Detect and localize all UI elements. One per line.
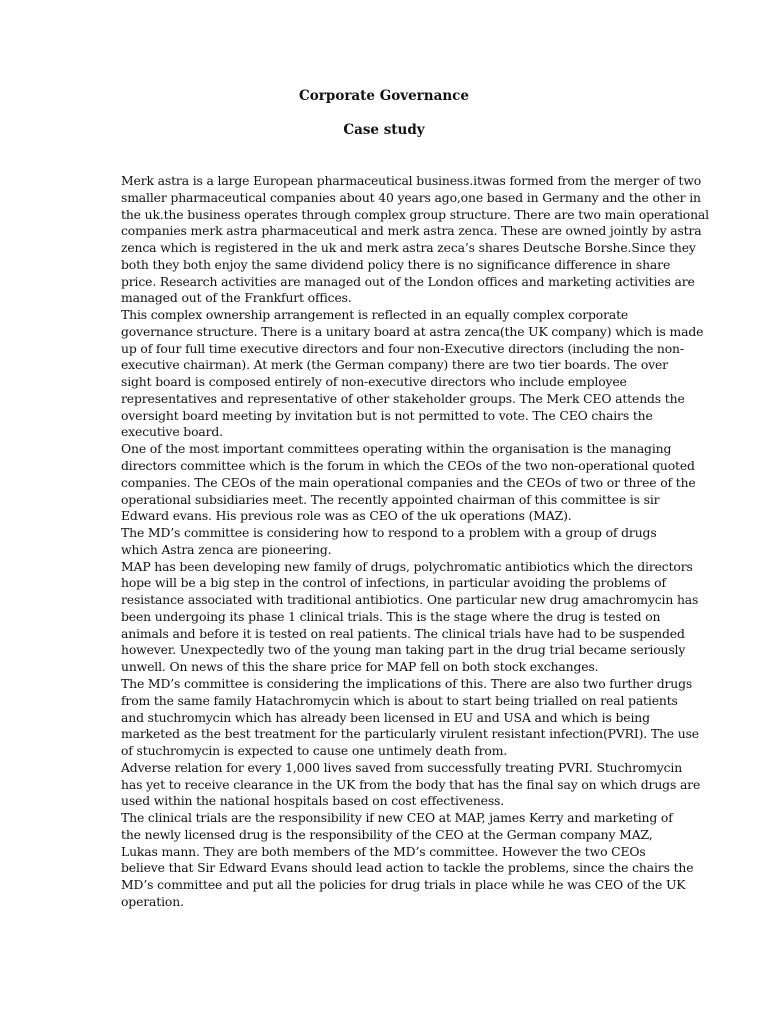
body-text-line: has yet to receive clearance in the UK from the body that has the final say on which drugs are	[121, 776, 701, 792]
body-text-line: The MD’s committee is considering how to respond to a problem with a group of drugs	[121, 525, 657, 541]
body-text-line: The clinical trials are the responsibility if new CEO at MAP, james Kerry and marketing of	[121, 810, 673, 826]
body-text-line: marketed as the best treatment for the particularly virulent resistant infection(PVRI). The use	[121, 726, 699, 742]
body-text-line: representatives and representative of other stakeholder groups. The Merk CEO attends the	[121, 390, 685, 406]
body-text-line: however. Unexpectedly two of the young man taking part in the drug trial became seriously	[121, 642, 686, 658]
body-text-line: oversight board meeting by invitation but is not permitted to vote. The CEO chairs the	[121, 407, 653, 423]
body-text-line: smaller pharmaceutical companies about 40 years ago,one based in Germany and the other in	[121, 189, 701, 205]
body-text-line: sight board is composed entirely of non-executive directors who include employee	[121, 374, 627, 390]
body-text-line: governance structure. There is a unitary board at astra zenca(the UK company) which is made	[121, 323, 704, 339]
document-body	[121, 173, 709, 911]
document-title: Corporate Governance	[299, 88, 469, 104]
body-text-line: animals and before it is tested on real patients. The clinical trials have had to be suspended	[121, 625, 685, 641]
body-text-line: companies. The CEOs of the main operational companies and the CEOs of two or three of the	[121, 474, 696, 490]
body-text-line: operation.	[121, 893, 184, 909]
body-text-line: believe that Sir Edward Evans should lead action to tackle the problems, since the chairs the	[121, 860, 694, 876]
body-text-line: zenca which is registered in the uk and merk astra zeca’s shares Deutsche Borshe.Since they	[121, 240, 696, 256]
body-text-line: the uk.the business operates through complex group structure. There are two main operational	[121, 206, 709, 222]
body-text-line: operational subsidiaries meet. The recently appointed chairman of this committee is sir	[121, 491, 660, 507]
body-text-line: price. Research activities are managed out of the London offices and marketing activities are	[121, 273, 695, 289]
body-text-line: resistance associated with traditional antibiotics. One particular new drug amachromycin has	[121, 592, 699, 608]
body-text-line: Lukas mann. They are both members of the MD’s committee. However the two CEOs	[121, 843, 646, 859]
body-text-line: directors committee which is the forum in which the CEOs of the two non-operational quoted	[121, 458, 695, 474]
body-text-line: of stuchromycin is expected to cause one untimely death from.	[121, 743, 508, 759]
body-text-line: This complex ownership arrangement is reflected in an equally complex corporate	[121, 307, 629, 323]
body-text-line: which Astra zenca are pioneering.	[121, 541, 332, 557]
body-text-line: executive board.	[121, 424, 223, 440]
body-text-line: companies merk astra pharmaceutical and merk astra zenca. These are owned jointly by astra	[121, 223, 702, 239]
body-text-line: managed out of the Frankfurt offices.	[121, 290, 352, 306]
body-text-line: Merk astra is a large European pharmaceutical business.itwas formed from the merger of two	[121, 173, 702, 188]
body-text-line: from the same family Hatachromycin which is about to start being trialled on real patients	[121, 692, 678, 708]
body-text-line: Edward evans. His previous role was as CEO of the uk operations (MAZ).	[121, 508, 572, 524]
body-text-line: One of the most important committees operating within the organisation is the managing	[121, 441, 672, 457]
body-text-line: up of four full time executive directors and four non-Executive directors (including the non-	[121, 340, 684, 356]
body-text-line: been undergoing its phase 1 clinical trials. This is the stage where the drug is tested on	[121, 608, 661, 624]
body-text-line: executive chairman). At merk (the German company) there are two tier boards. The over	[121, 357, 668, 373]
body-text-line: hope will be a big step in the control of infections, in particular avoiding the problems of	[121, 575, 666, 591]
body-text-line: and stuchromycin which has already been licensed in EU and USA and which is being	[121, 709, 650, 725]
document-subtitle: Case study	[343, 122, 425, 138]
body-text-line: The MD’s committee is considering the implications of this. There are also two further drugs	[121, 675, 693, 691]
body-text-line: the newly licensed drug is the responsibility of the CEO at the German company MAZ,	[121, 826, 653, 842]
body-text-line: both they both enjoy the same dividend policy there is no significance difference in share	[121, 256, 671, 272]
body-text-line: MD’s committee and put all the policies for drug trials in place while he was CEO of the UK	[121, 877, 686, 893]
body-text-line: used within the national hospitals based on cost effectiveness.	[121, 793, 505, 809]
body-text-line: unwell. On news of this the share price for MAP fell on both stock exchanges.	[121, 659, 599, 675]
body-text-line: MAP has been developing new family of drugs, polychromatic antibiotics which the directors	[121, 558, 693, 574]
body-text-line: Adverse relation for every 1,000 lives saved from successfully treating PVRI. Stuchromycin	[121, 759, 683, 775]
